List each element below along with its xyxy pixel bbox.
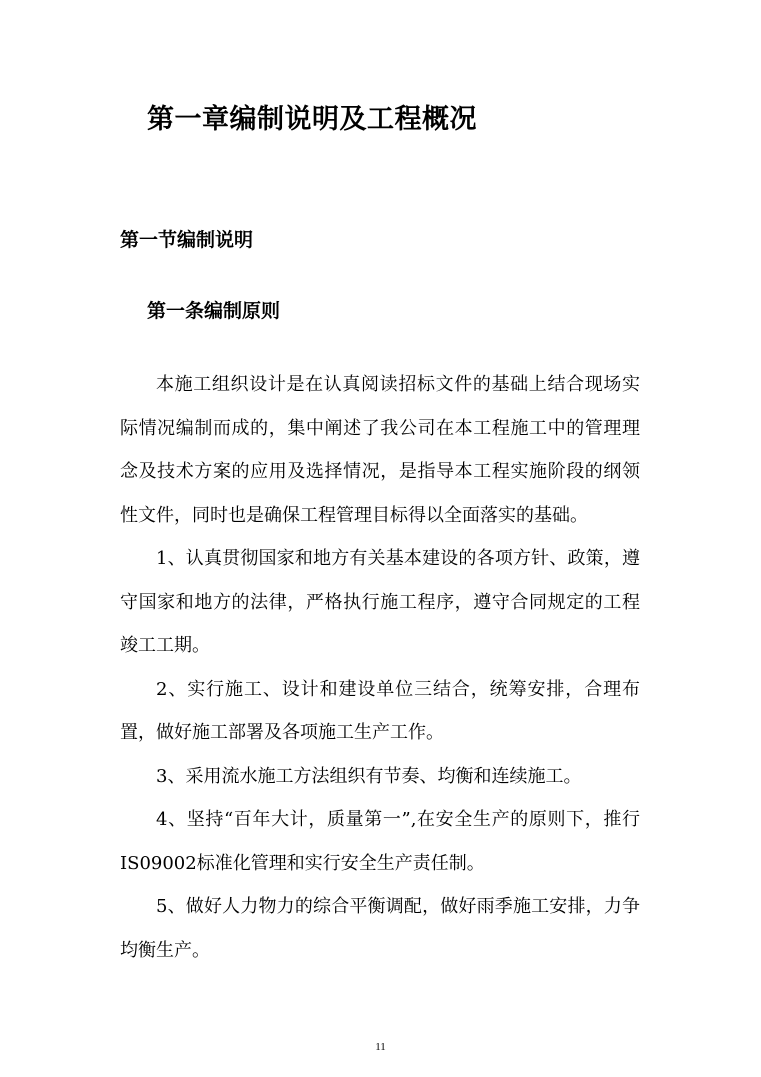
principle-4-paragraph: 4、坚持“百年大计，质量第一”,在安全生产的原则下，推行IS09002标准化管理和实行安全生产责任制。 (120, 809, 640, 874)
chapter-title: 第一章编制说明及工程概况 (147, 104, 477, 135)
principle-3-paragraph: 3、采用流水施工方法组织有节奏、均衡和连续施工。 (156, 765, 582, 787)
section-title: 第一节编制说明 (120, 229, 254, 251)
body-text (120, 363, 640, 972)
article-title: 第一条编制原则 (147, 300, 281, 322)
intro-paragraph: 本施工组织设计是在认真阅读招标文件的基础上结合现场实际情况编制而成的，集中阐述了我公司在本工程施工中的管理理念及技术方案的应用及选择情况，是指导本工程实施阶段的纲领性文件，同时也是确保工程管理目标得以全面落实的基础。 (120, 374, 640, 526)
principle-5-paragraph: 5、做好人力物力的综合平衡调配，做好雨季施工安排，力争均衡生产。 (120, 896, 640, 961)
principle-2-paragraph: 2、实行施工、设计和建设单位三结合，统筹安排，合理布置，做好施工部署及各项施工生产工作。 (120, 678, 640, 743)
principle-1-paragraph: 1、认真贯彻国家和地方有关基本建设的各项方针、政策，遵守国家和地方的法律，严格执行施工程序，遵守合同规定的工程竣工工期。 (120, 548, 640, 656)
page-number: 11 (375, 1041, 386, 1053)
